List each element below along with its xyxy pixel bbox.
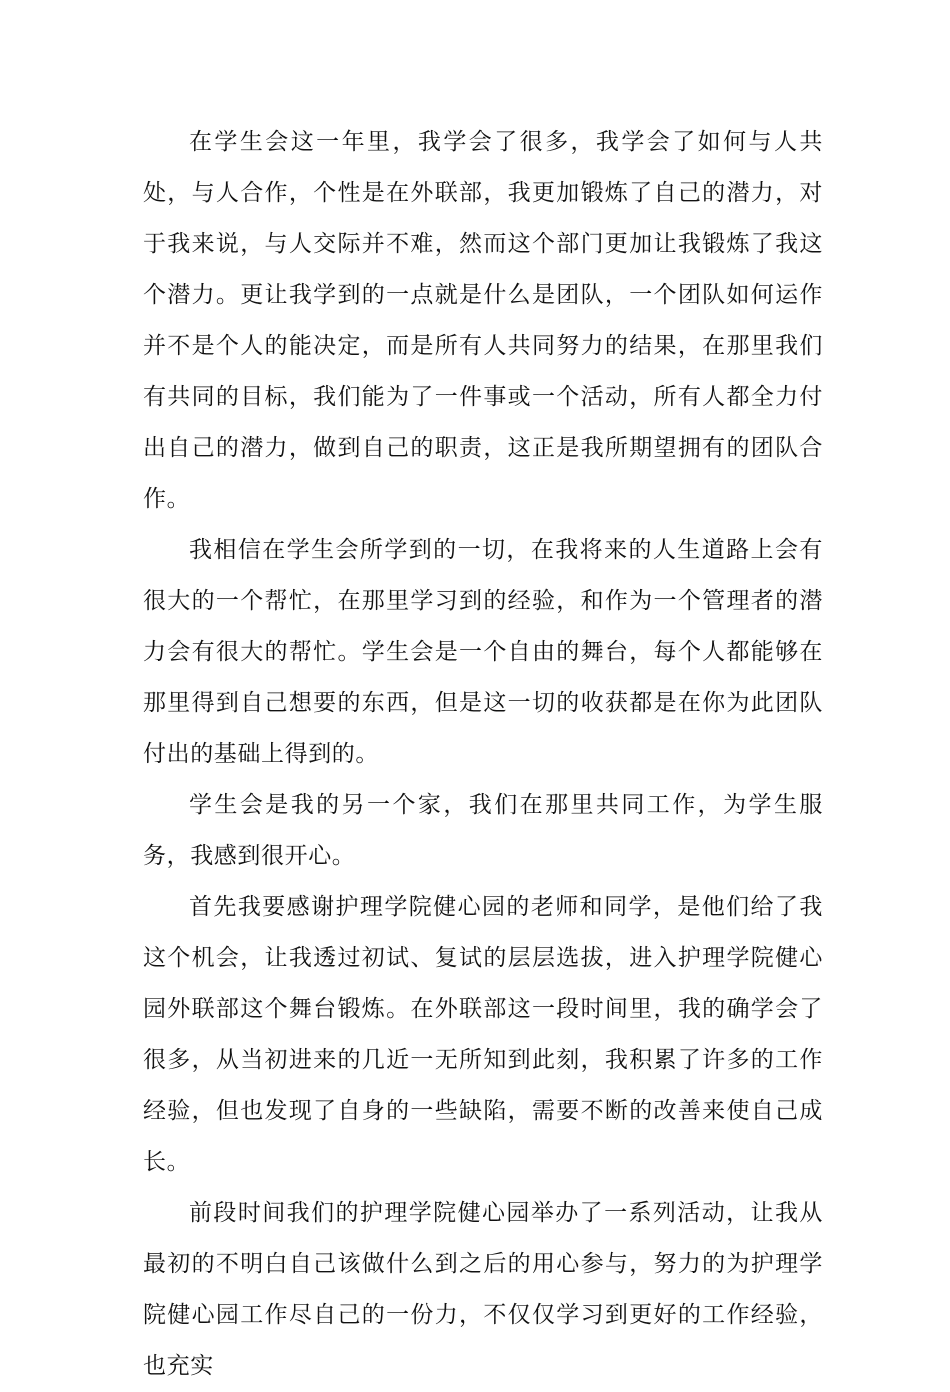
paragraph-4: 首先我要感谢护理学院健心园的老师和同学，是他们给了我这个机会，让我透过初试、复试的层层选拔，进入护理学院健心园外联部这个舞台锻炼。在外联部这一段时间里，我的确学会了很多，从当初进来的几近一无所知到此刻，我积累了许多的工作经验，但也发现了自身的一些缺陷，需要不断的改善来使自己成长。: [143, 894, 823, 1175]
paragraph-1: 在学生会这一年里，我学会了很多，我学会了如何与人共处，与人合作，个性是在外联部，我更加锻炼了自己的潜力，对于我来说，与人交际并不难，然而这个部门更加让我锻炼了我这个潜力。更让我学到的一点就是什么是团队，一个团队如何运作并不是个人的能决定，而是所有人共同努力的结果，在那里我们有共同的目标，我们能为了一件事或一个活动，所有人都全力付出自己的潜力，做到自己的职责，这正是我所期望拥有的团队合作。: [143, 129, 823, 512]
paragraph-2: 我相信在学生会所学到的一切，在我将来的人生道路上会有很大的一个帮忙，在那里学习到的经验，和作为一个管理者的潜力会有很大的帮忙。学生会是一个自由的舞台，每个人都能够在那里得到自己想要的东西，但是这一切的收获都是在你为此团队付出的基础上得到的。: [143, 537, 823, 767]
document-body: [143, 117, 823, 1392]
paragraph-5: 前段时间我们的护理学院健心园举办了一系列活动，让我从最初的不明白自己该做什么到之后的用心参与，努力的为护理学院健心园工作尽自己的一份力，不仅仅学习到更好的工作经验，也充实: [143, 1200, 823, 1379]
paragraph-3: 学生会是我的另一个家，我们在那里共同工作，为学生服务，我感到很开心。: [143, 792, 823, 869]
